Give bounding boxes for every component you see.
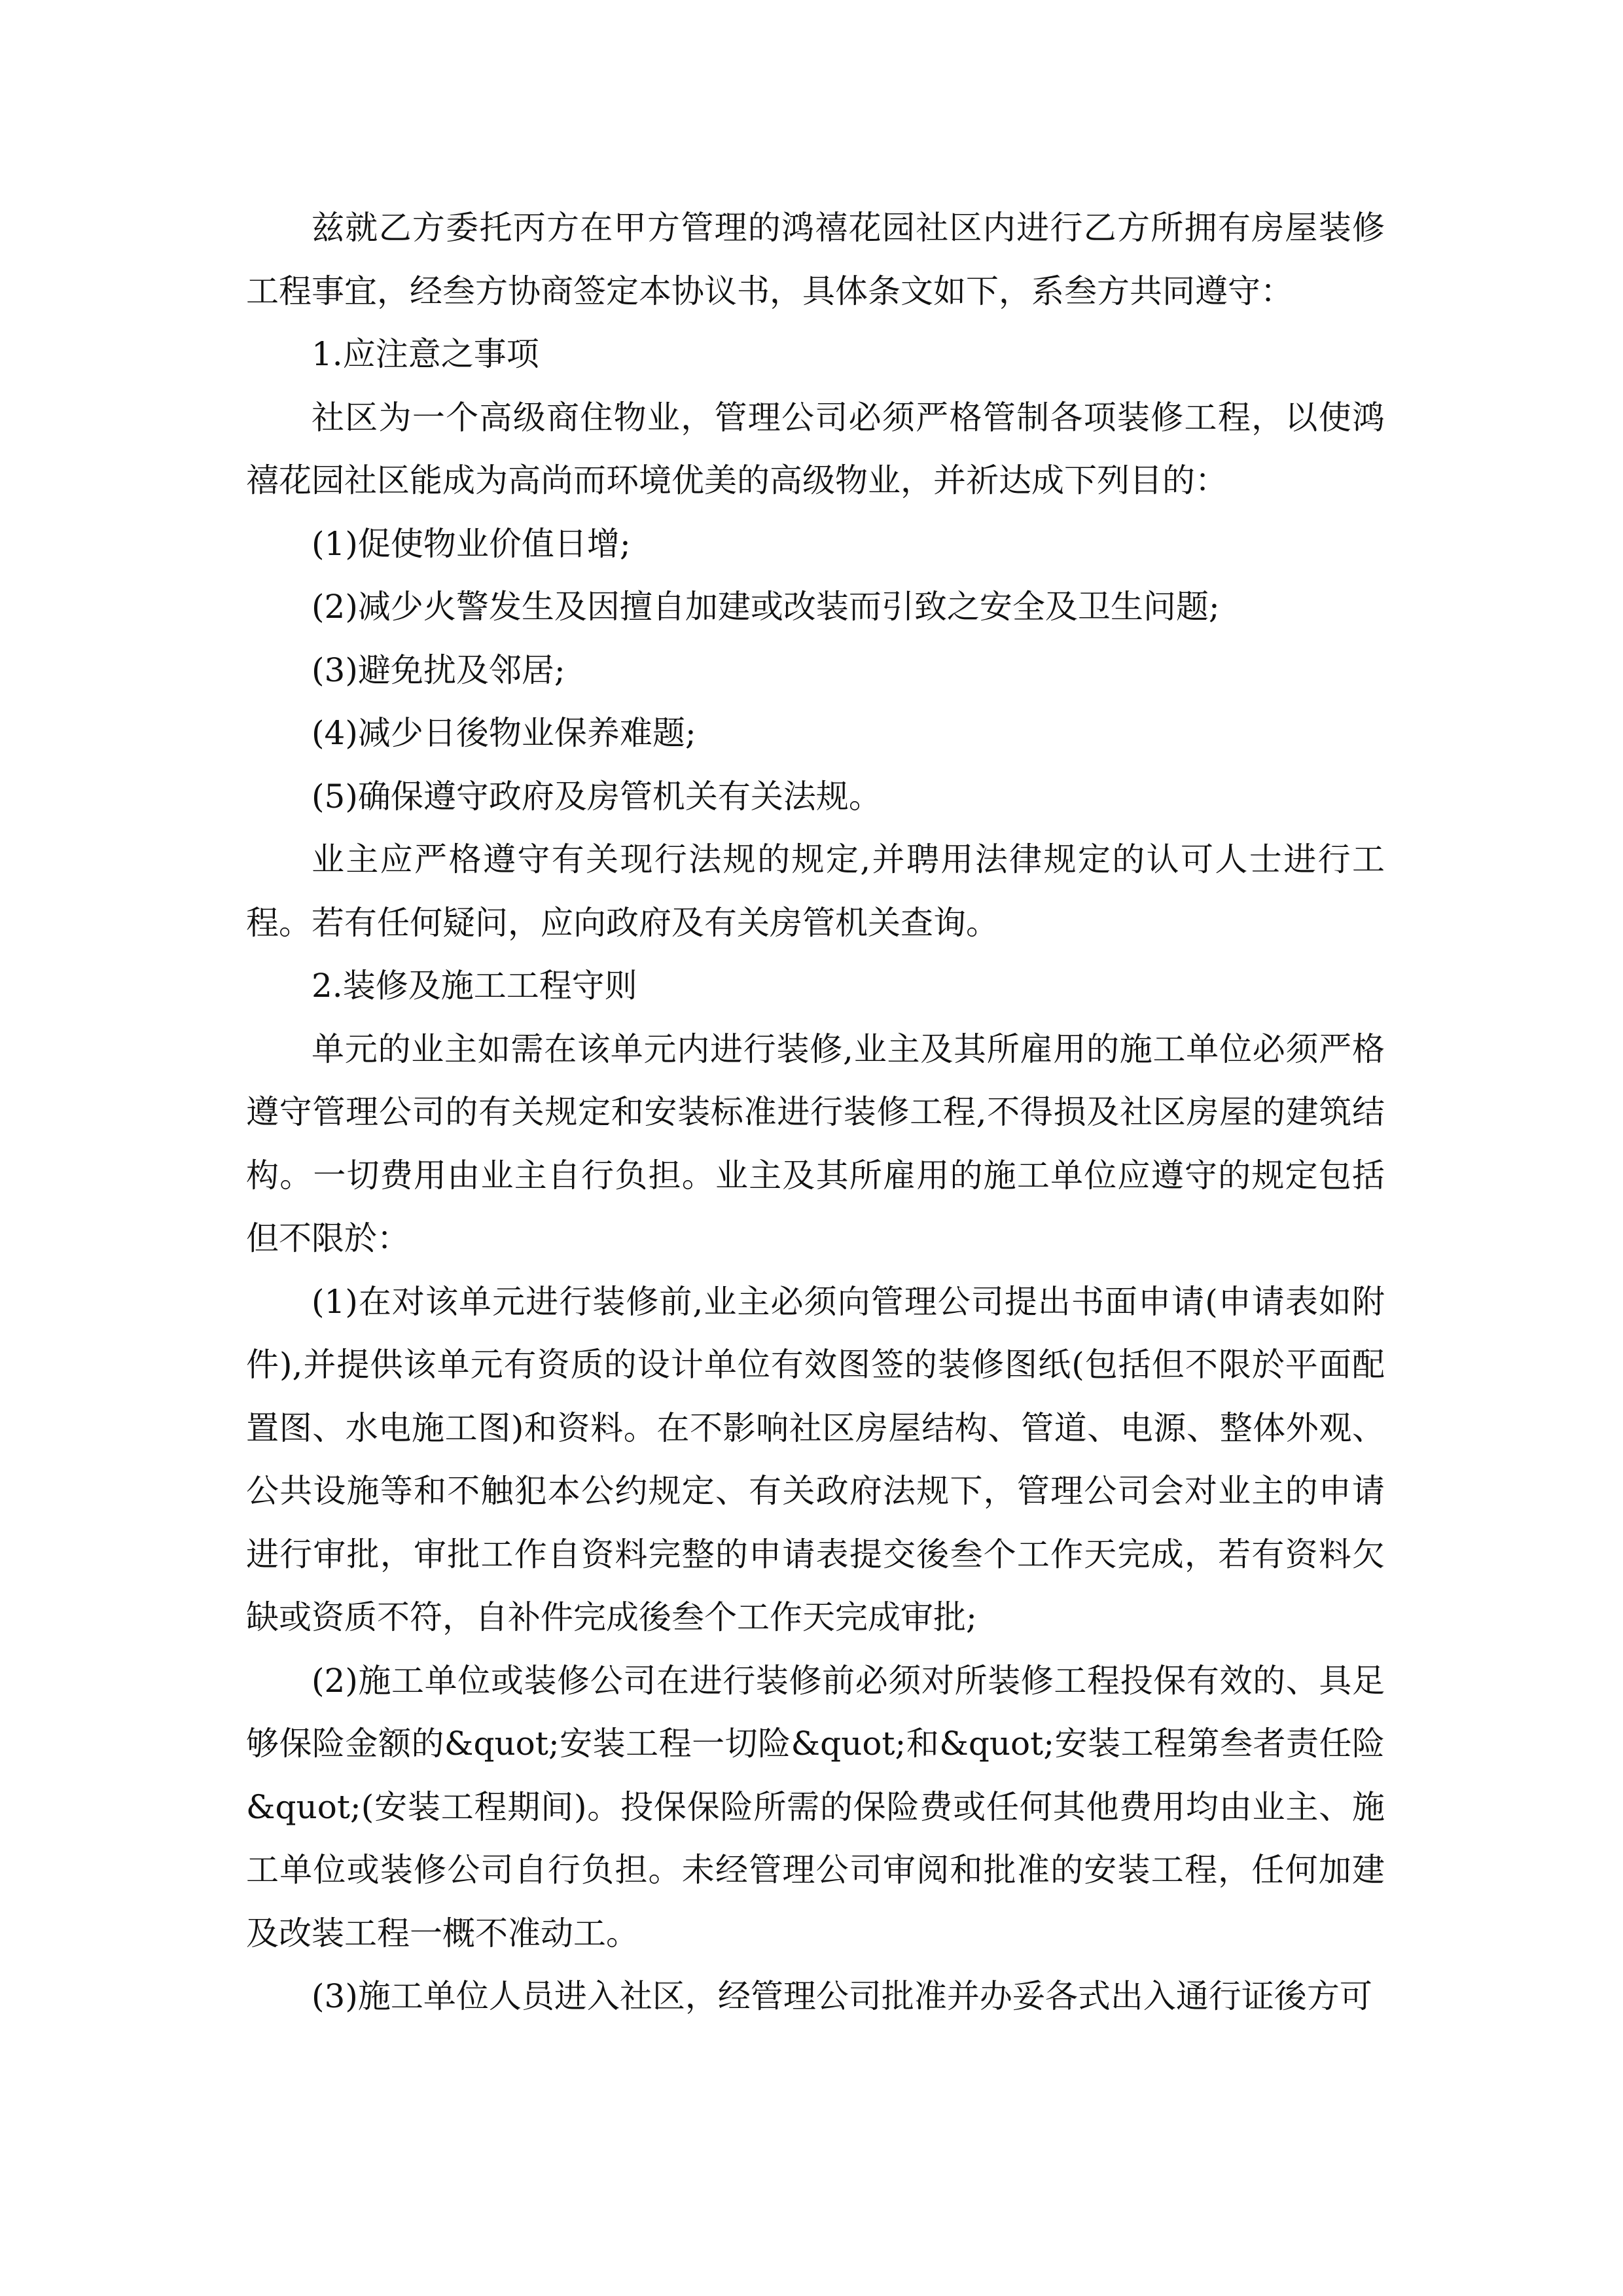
section-heading-2: 2.装修及施工工程守则 xyxy=(312,967,637,1005)
list-item-5: (5)确保遵守政府及房管机关有关法规。 xyxy=(312,777,882,816)
section-heading-1: 1.应注意之事项 xyxy=(312,335,539,373)
list-item-1: (1)促使物业价值日增; xyxy=(312,524,631,563)
section-1-closing-paragraph: 业主应严格遵守有关现行法规的规定,并聘用法律规定的认可人士进行工程。若有任何疑问，应向政府及有关房管机关查询。 xyxy=(246,840,1385,942)
list-item-3: (3)避免扰及邻居; xyxy=(312,651,565,689)
document-body xyxy=(246,196,1385,2028)
section-2-paragraph: 单元的业主如需在该单元内进行装修,业主及其所雇用的施工单位必须严格遵守管理公司的有关规定和安装标准进行装修工程,不得损及社区房屋的建筑结构。一切费用由业主自行负担。业主及其所雇用的施工单位应遵守的规定包括但不限於： xyxy=(246,1030,1385,1257)
intro-paragraph: 兹就乙方委托丙方在甲方管理的鸿禧花园社区内进行乙方所拥有房屋装修工程事宜，经叁方协商签定本协议书，具体条文如下，系叁方共同遵守： xyxy=(246,209,1385,310)
rule-item-1: (1)在对该单元进行装修前,业主必须向管理公司提出书面申请(申请表如附件),并提供该单元有资质的设计单位有效图签的装修图纸(包括但不限於平面配置图、水电施工图)和资料。在不影响社区房屋结构、管道、电源、整体外观、公共设施等和不触犯本公约规定、有关政府法规下，管理公司会对业主的申请进行审批，审批工作自资料完整的申请表提交後叁个工作天完成，若有资料欠缺或资质不符，自补件完成後叁个工作天完成审批; xyxy=(246,1282,1385,1636)
list-item-4: (4)减少日後物业保养难题; xyxy=(312,714,696,752)
section-1-paragraph: 社区为一个高级商住物业，管理公司必须严格管制各项装修工程，以使鸿禧花园社区能成为高尚而环境优美的高级物业，并祈达成下列目的： xyxy=(246,398,1385,499)
list-item-2: (2)减少火警发生及因擅自加建或改装而引致之安全及卫生问题; xyxy=(312,588,1220,626)
rule-item-3: (3)施工单位人员进入社区，经管理公司批准并办妥各式出入通行证後方可 xyxy=(312,1977,1372,2015)
rule-item-2: (2)施工单位或装修公司在进行装修前必须对所装修工程投保有效的、具足够保险金额的&quot;安装工程一切险&quot;和&quot;安装工程第叁者责任险&quot;(安装工程期间)。投保保险所需的保险费或任何其他费用均由业主、施工单位或装修公司自行负担。未经管理公司审阅和批准的安装工程，任何加建及改装工程一概不准动工。 xyxy=(246,1661,1385,1952)
